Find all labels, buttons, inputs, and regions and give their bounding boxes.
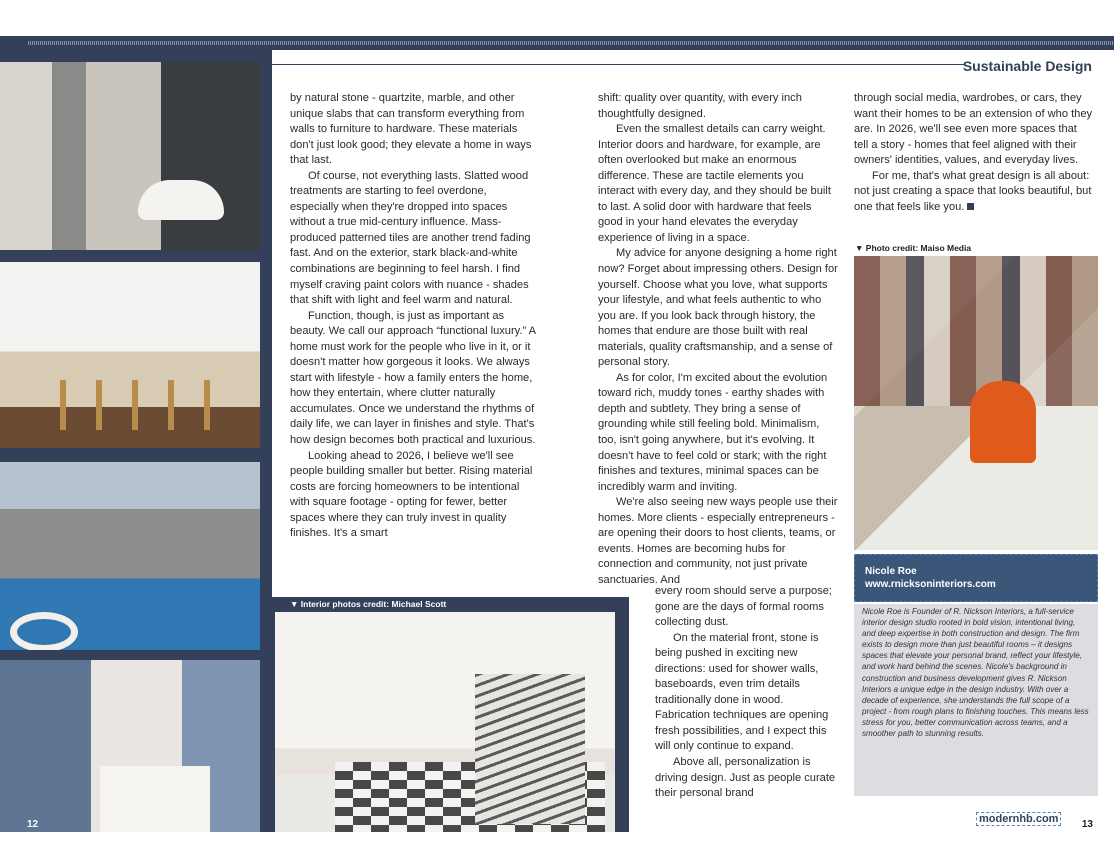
article-column-1 [290,91,538,542]
end-mark-icon [967,203,974,210]
profile-bio-box [854,604,1098,796]
profile-name: Nicole Roe [865,566,917,577]
banner-hatch-pattern [28,41,1114,45]
entry-hall-photo [275,612,615,832]
paragraph: Of course, not everything lasts. Slatted wood treatments are starting to feel overdone, especially when they're dropped into spaces without a true mid-century influence. Mass-produced patterned tiles are another trend fading fast. And on the exterior, stark black-and-white combinations are beginning to feel harsh. I find myself craving paint colors with nuance - shades that shift with light and feel warm and natural. [290,169,531,307]
paragraph: As for color, I'm excited about the evolution toward rich, muddy tones - earthy shades with depth and subtlety. They bring a sense of grounding while still feeling bold. Minimalism, too, isn't going anywhere, but it's evolving. It doesn't have to feel cold or stark; with the right finishes and textures, minimal spaces can be incredibly warm and inviting. [598,371,828,493]
article-column-3 [854,91,1094,215]
paragraph: Looking ahead to 2026, I believe we'll see people building smaller but better. Rising material costs are forcing homeowners to be intentional with square footage - opting for fewer, better spaces where they can truly invest in quality finishes. It's a smart [290,449,533,540]
paragraph: We're also seeing new ways people use their homes. More clients - especially entrepreneurs - are opening their doors to host clients, teams, or events. Homes are becoming hubs for connection and community, not just private sanctuaries. And [598,496,838,586]
kitchen-photo [0,262,260,448]
bedroom-photo [0,660,260,832]
paragraph: My advice for anyone designing a home right now? Forget about impressing others. Design for yourself. Choose what you love, what supports your lifestyle, and what feels authentic to who you are. If you look back through history, the homes that endure are those built with real materials, quality craftsmanship, and a sense of personal story. [598,247,838,369]
profile-website[interactable]: www.rnicksoninteriors.com [865,579,996,590]
paragraph: Above all, personalization is driving design. Just as people curate their personal brand [655,756,836,800]
paragraph: On the material front, stone is being pushed in exciting new directions: used for shower walls, baseboards, even trim details traditionally done in wood. Fabrication techniques are opening fresh possibilities, and I expect this will only continue to expand. [655,631,829,753]
profile-name-box [854,554,1098,602]
page-number-left: 12 [27,819,39,830]
designer-portrait-photo [854,256,1098,550]
article-column-2-continued [655,584,840,802]
closing-text: For me, that's what great design is all about: not just creating a space that looks beautiful, but one that feels like you. [854,169,1092,213]
portrait-photo-credit: ▼ Photo credit: Maiso Media [855,243,972,253]
section-title: Sustainable Design [962,58,1092,74]
top-banner-bar [0,36,1114,50]
paragraph: Function, though, is just as important as beauty. We call our approach “functional luxury.” A home must work for the people who live in it, or it doesn't matter how gorgeous it looks. We always start with lifestyle - how a family enters the home, how they entertain, where clutter naturally accumulates. Once we understand the rhythms of daily life, we can layer in finishes and style. That's how design becomes both practical and luxurious. [290,309,536,447]
paragraph: Even the smallest details can carry weight. Interior doors and hardware, for example, are often overlooked but make an enormous difference. These are tactile elements you interact with every day, and they should be built to last. A solid door with hardware that feels good in your hand elevates the everyday experience of living in a space. [598,123,831,244]
paragraph: through social media, wardrobes, or cars, they want their homes to be an extension of who they are. In 2026, we'll see even more spaces that tell a story - homes that feel aligned with their owners' identities, values, and everyday lives. [854,92,1093,167]
paragraph: shift: quality over quantity, with every inch thoughtfully designed. [598,92,802,120]
paragraph: by natural stone - quartzite, marble, and other unique slabs that can transform everything from walls to furniture to hardware. These materials don't just look good; they elevate a home in ways that last. [290,92,532,167]
paragraph: every room should serve a purpose; gone are the days of formal rooms collecting dust. [655,585,832,629]
pool-patio-photo [0,462,260,650]
closing-paragraph [854,169,1094,216]
article-column-2 [598,91,838,589]
footer-site-link[interactable]: modernhb.com [976,812,1061,826]
bathroom-photo [0,62,260,250]
page-number-right: 13 [1081,819,1093,830]
interior-photo-credit: ▼ Interior photos credit: Michael Scott [290,599,447,609]
header-rule [272,64,964,65]
profile-bio: Nicole Roe is Founder of R. Nickson Interiors, a full-service interior design studio rooted in bold vision, intentional living, and deep expertise in both construction and design. The firm exists to design more than just beautiful rooms – it designs spaces that elevate your personal brand, reflect your lifestyle, and work hard behind the scenes. Nicole's background in construction and business development gives R. Nickson Interiors a unique edge in the design industry. With over a decade of experience, she understands the full scope of a project - from rough plans to finishing touches. This means less stress for you, better communication across teams, and a smoother path to stunning results. [862,607,1089,739]
